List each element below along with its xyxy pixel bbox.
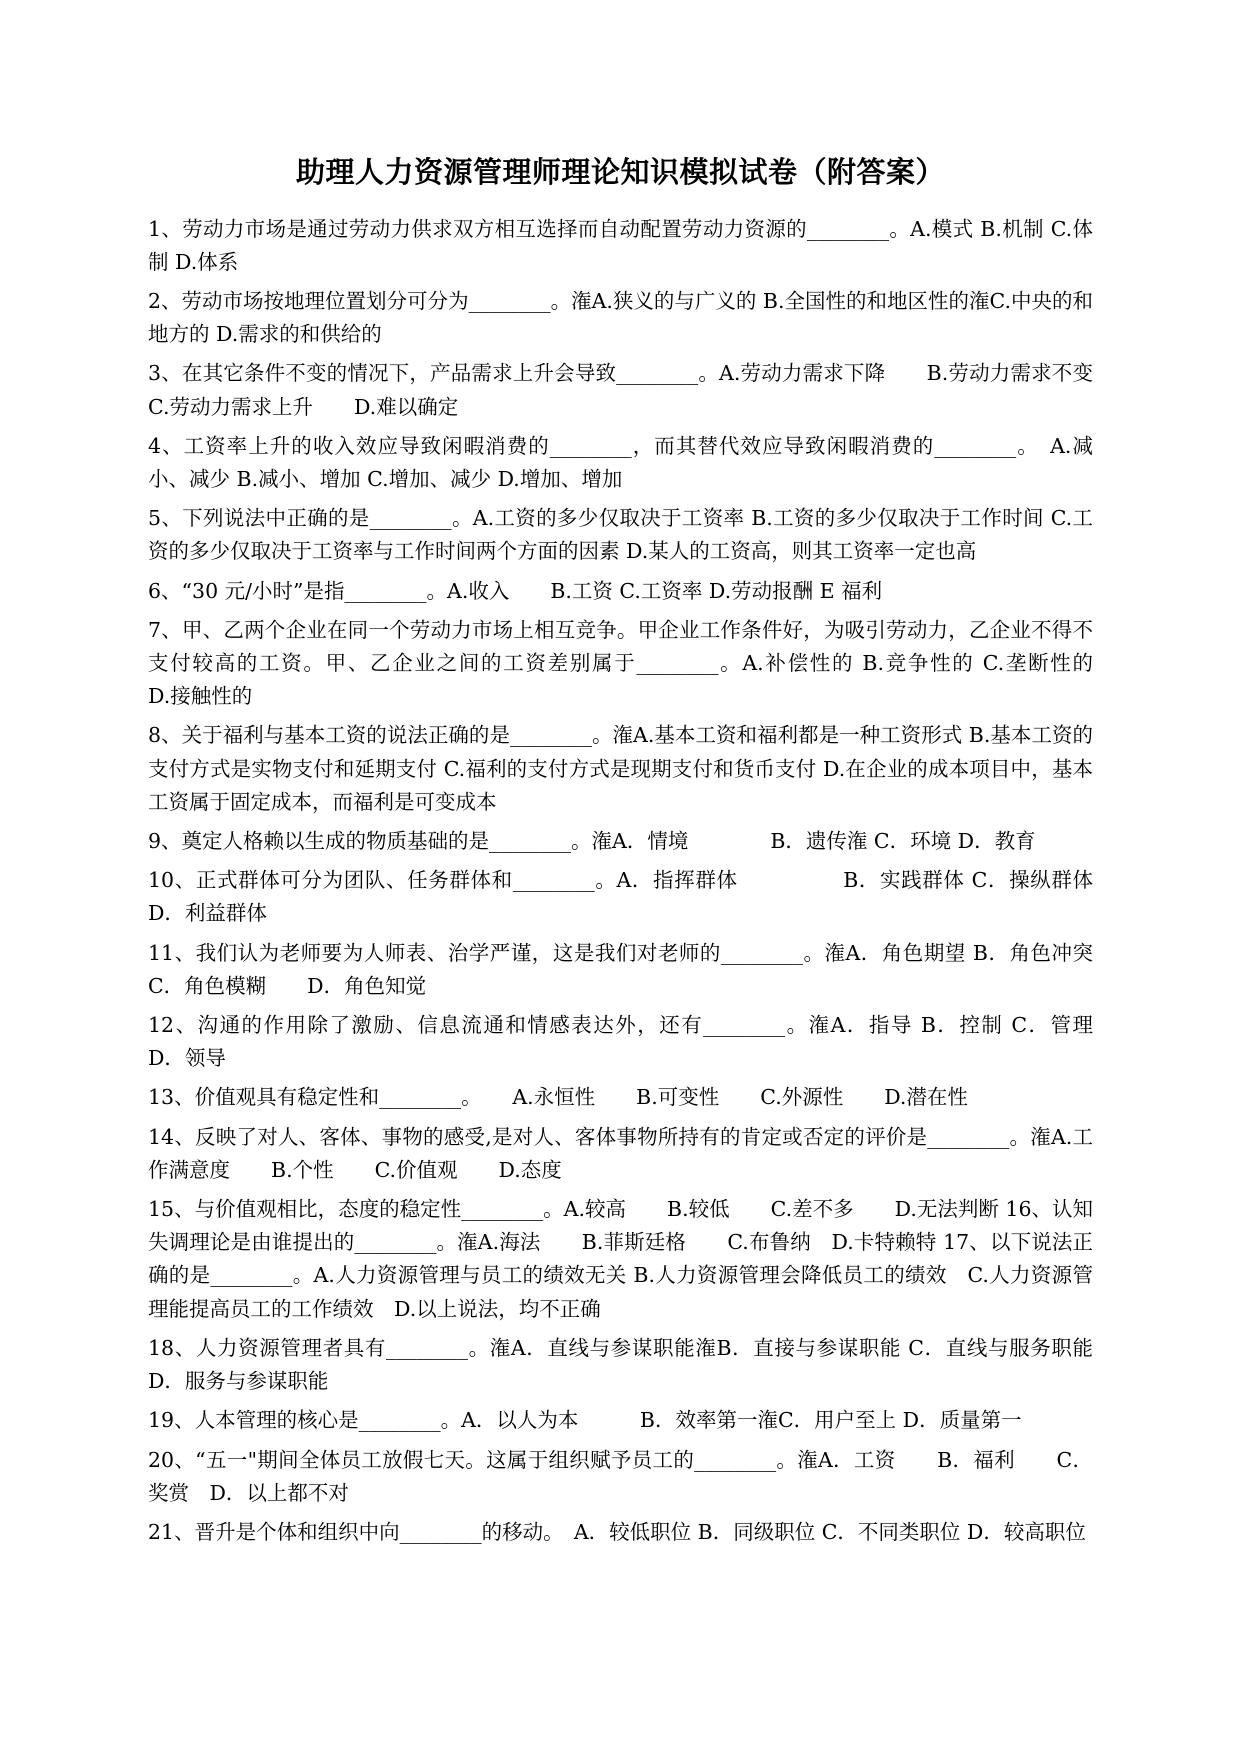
- question-item: 15、与价值观相比，态度的稳定性________。A.较高 B.较低 C.差不多 D.无法判断 16、认知失调理论是由谁提出的________。潅A.海法 B.菲斯廷格 C.布鲁纳 D.卡特赖特 17、以下说法正确的是________。A.人力资源管理与员工的绩效无关 B.人力资源管理会降低员工的绩效 C.人力资源管理能提高员工的工作绩效 D.以上说法，均不正确: [148, 1197, 1093, 1321]
- question-item: 8、关于福利与基本工资的说法正确的是________。潅A.基本工资和福利都是一种工资形式 B.基本工资的支付方式是实物支付和延期支付 C.福利的支付方式是现期支付和货币支付 D.在企业的成本项目中，基本工资属于固定成本，而福利是可变成本: [148, 723, 1093, 814]
- question-item: 21、晋升是个体和组织中向________的移动。 A．较低职位 B．同级职位 C．不同类职位 D．较高职位: [148, 1519, 1086, 1544]
- question-item: 14、反映了对人、客体、事物的感受,是对人、客体事物所持有的肯定或否定的评价是________。潅A.工作满意度 B.个性 C.价值观 D.态度: [148, 1124, 1093, 1182]
- question-list: [148, 213, 1175, 1550]
- question-item: 4、工资率上升的收入效应导致闲暇消费的________，而其替代效应导致闲暇消费的________。 A.减小、减少 B.减小、增加 C.增加、减少 D.增加、增加: [148, 433, 1093, 492]
- question-item: 7、甲、乙两个企业在同一个劳动力市场上相互竞争。甲企业工作条件好，为吸引劳动力，乙企业不得不支付较高的工资。甲、乙企业之间的工资差别属于________。A.补偿性的 B.竞争性的 C.垄断性的 D.接触性的: [148, 617, 1175, 709]
- question-item: 2、劳动市场按地理位置划分可分为________。潅A.狭义的与广义的 B.全国性的和地区性的潅C.中央的和地方的 D.需求的和供给的: [148, 289, 1093, 347]
- question-item: 5、下列说法中正确的是________。A.工资的多少仅取决于工资率 B.工资的多少仅取决于工作时间 C.工资的多少仅取决于工资率与工作时间两个方面的因素 D.某人的工资高，则其工资率一定也高: [148, 506, 1093, 564]
- question-item: 9、奠定人格赖以生成的物质基础的是________。潅A．情境 B．遗传潅 C．环境 D．教育: [148, 829, 1036, 854]
- question-item: 20、“五一"期间全体员工放假七天。这属于组织赋予员工的________。潅A．工资 B．福利 C．奖赏 D．以上都不对: [148, 1447, 1093, 1505]
- question-item: 1、劳动力市场是通过劳动力供求双方相互选择而自动配置劳动力资源的________。A.模式 B.机制 C.体制 D.体系: [148, 216, 1093, 274]
- question-item: 10、正式群体可分为团队、任务群体和________。A．指挥群体 B．实践群体 C．操纵群体 D．利益群体: [148, 868, 1175, 926]
- page-title: 助理人力资源管理师理论知识模拟试卷（附答案）: [295, 155, 945, 189]
- question-item: 3、在其它条件不变的情况下，产品需求上升会导致________。A.劳动力需求下降 B.劳动力需求不变 C.劳动力需求上升 D.难以确定: [148, 361, 1093, 419]
- question-item: 19、人本管理的核心是________。A．以人为本 B．效率第一潅C．用户至上 D．质量第一: [148, 1408, 1022, 1433]
- question-item: 18、人力资源管理者具有________。潅A．直线与参谋职能潅B．直接与参谋职能 C．直线与服务职能 D．服务与参谋职能: [148, 1335, 1114, 1394]
- question-item: 6、“30 元/小时”是指________。A.收入 B.工资 C.工资率 D.劳动报酬 E 福利: [148, 578, 883, 603]
- question-item: 13、价值观具有稳定性和________。 A.永恒性 B.可变性 C.外源性 D.潜在性: [148, 1085, 968, 1110]
- question-item: 11、我们认为老师要为人师表、治学严谨，这是我们对老师的________。潅A．角色期望 B．角色冲突 C．角色模糊 D．角色知觉: [148, 940, 1114, 998]
- question-item: 12、沟通的作用除了激励、信息流通和情感表达外，还有________。潅A．指导 B．控制 C．管理 D．领导: [148, 1013, 1155, 1071]
